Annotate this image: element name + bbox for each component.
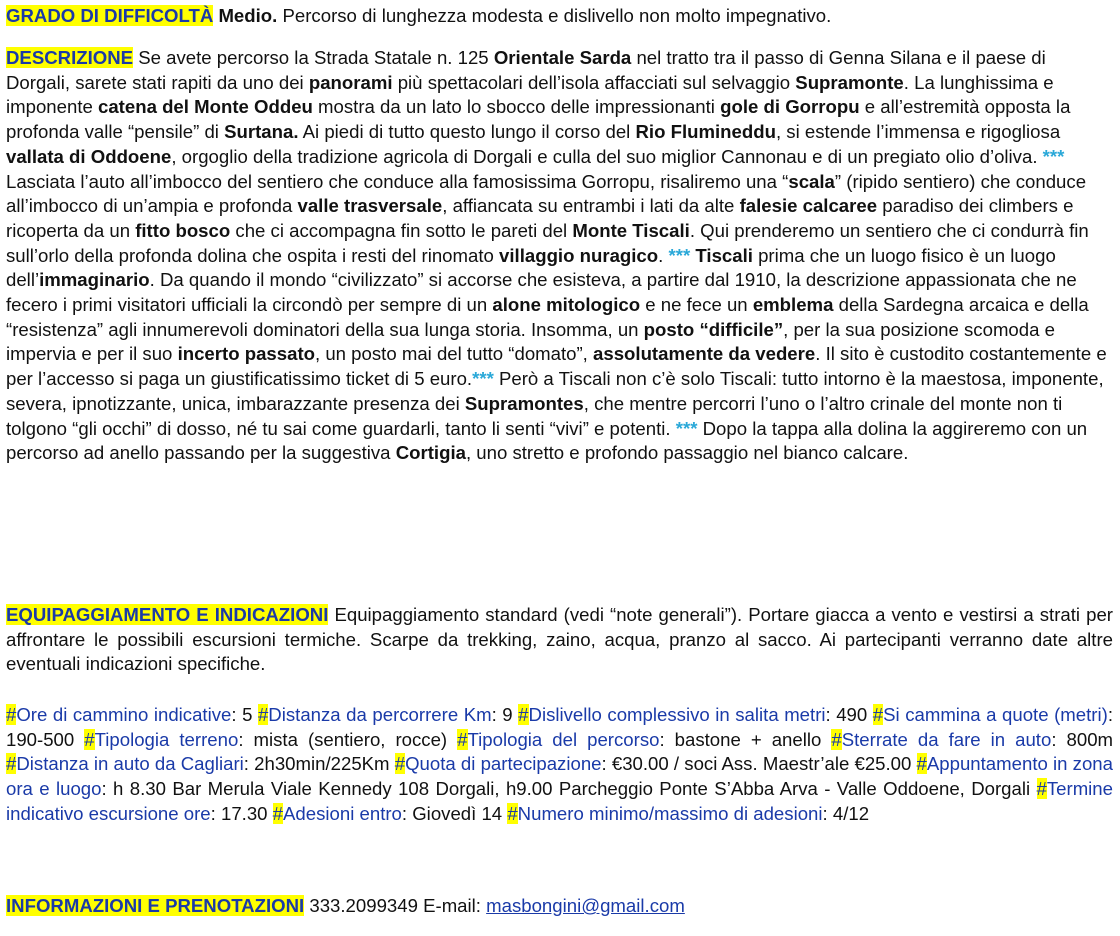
description-bold-text: gole di Gorropu bbox=[720, 96, 860, 118]
description-text-run: , un posto mai del tutto “domato”, bbox=[315, 343, 594, 365]
separator-asterisks: *** bbox=[668, 244, 691, 266]
equipment-heading: EQUIPAGGIAMENTO E INDICAZIONI bbox=[6, 604, 329, 625]
equipment-text: Equipaggiamento standard (vedi “note generali”). Portare giacca a vento e vestirsi a strati per affrontare le possibili escursioni termiche. Scarpe da trekking, zaino, acqua, pranzo al sacco. Ai partecipanti verranno date altre eventuali indicazioni specifiche. bbox=[6, 604, 1113, 675]
description-bold-text: catena del Monte Oddeu bbox=[98, 96, 313, 118]
info-label: Adesioni entro bbox=[283, 802, 402, 824]
description-text-run: mostra da un lato lo sbocco delle impressionanti bbox=[312, 96, 721, 118]
description-text-run: . La lunghissima e imponente bbox=[6, 71, 1054, 118]
description-bold-text: falesie calcaree bbox=[739, 195, 878, 217]
description-text-run: ” (ripido sentiero) che conduce all’imbocco di un’ampia e profonda bbox=[6, 170, 1087, 217]
description-bold-text: Tiscali bbox=[695, 244, 753, 266]
description-paragraph bbox=[6, 46, 1113, 466]
description-text-run: Però a Tiscali non c’è solo Tiscali: tutto intorno è la maestosa, imponente, severa, ipnotizzante, unica, imbarazzante presenza dei bbox=[6, 368, 1104, 414]
description-bold-text: incerto passato bbox=[177, 343, 315, 365]
trip-info-paragraph bbox=[6, 703, 1113, 827]
info-value: : mista (sentiero, rocce) bbox=[238, 728, 458, 750]
description-bold-text: panorami bbox=[308, 71, 393, 93]
description-bold-text: Cortigia bbox=[395, 442, 466, 464]
description-text-run: che ci accompagna fin sotto le pareti del bbox=[230, 219, 573, 241]
info-value: : 5 bbox=[231, 704, 258, 725]
description-bold-text: Supramonte bbox=[795, 71, 904, 93]
hash-marker: # bbox=[394, 753, 406, 775]
email-link[interactable]: masbongini@gmail.com bbox=[486, 895, 685, 916]
description-text-run: . bbox=[658, 244, 669, 266]
description-bold-text: Supramontes bbox=[464, 392, 584, 414]
description-text-run: . Da quando il mondo “civilizzato” si accorse che esisteva, a partire dal 1910, la descrizione appassionata che ne fecero i primi visitatori ufficiali la circondò per sempre di un bbox=[6, 269, 1077, 316]
description-text-run: , uno stretto e profondo passaggio nel bianco calcare. bbox=[465, 442, 909, 464]
contacts-paragraph bbox=[6, 894, 1113, 919]
description-bold-text: Monte Tiscali bbox=[572, 219, 690, 241]
description-text-run: , per la sua posizione scomoda e impervia e per il suo bbox=[6, 318, 1055, 365]
equipment-paragraph bbox=[6, 603, 1113, 677]
info-label: Dislivello complessivo in salita metri bbox=[528, 704, 826, 725]
info-value: : €30.00 / soci Ass. Maestr’ale €25.00 bbox=[601, 753, 917, 775]
description-text-run: , si estende l’immensa e rigogliosa bbox=[775, 121, 1061, 143]
hash-marker: # bbox=[84, 728, 95, 750]
contacts-phone: 333.2099349 E-mail: bbox=[304, 895, 487, 916]
description-bold-text: valle trasversale bbox=[297, 195, 443, 217]
difficulty-paragraph bbox=[6, 4, 1113, 29]
info-value: : 800m bbox=[1051, 728, 1114, 750]
info-value: : bastone + anello bbox=[659, 728, 832, 750]
description-text-run: Ai piedi di tutto questo lungo il corso del bbox=[298, 121, 636, 143]
description-bold-text: assolutamente da vedere bbox=[593, 343, 816, 365]
info-label: Distanza da percorrere Km bbox=[268, 704, 492, 725]
info-value: : 4/12 bbox=[822, 802, 870, 824]
hash-marker: # bbox=[507, 802, 518, 824]
info-label: Ore di cammino indicative bbox=[16, 704, 232, 725]
description-bold-text: posto “difficile” bbox=[643, 318, 784, 340]
description-text-run: . Il sito è custodito costantemente e per l’accesso si paga un giustificatissimo ticket di 5 euro. bbox=[6, 343, 1107, 390]
info-value: : Giovedì 14 bbox=[401, 802, 508, 824]
info-value: : h 8.30 Bar Merula Viale Kennedy 108 Dorgali, h9.00 Parcheggio Ponte S’Abba Arva - Valle Oddoene, Dorgali bbox=[101, 778, 1037, 800]
info-value: : 9 bbox=[491, 704, 519, 725]
info-label: Appuntamento in zona ora e luogo bbox=[6, 753, 1113, 800]
info-value: : 2h30min/225Km bbox=[243, 753, 395, 775]
difficulty-text: Percorso di lunghezza modesta e dislivello non molto impegnativo. bbox=[277, 5, 832, 26]
description-text-run: , che mentre percorri l’uno o l’altro crinale del monte non ti tolgono “gli occhi” di dosso, né tu sai come guardarli, tanto li senti “vivi” e potenti. bbox=[6, 392, 1063, 439]
description-bold-text: Surtana. bbox=[224, 121, 299, 143]
separator-asterisks: *** bbox=[472, 368, 494, 390]
description-text-run: , orgoglio della tradizione agricola di Dorgali e culla del suo miglior Cannonau e di un pregiato olio d’oliva. bbox=[171, 145, 1043, 167]
description-bold-text: alone mitologico bbox=[492, 294, 641, 316]
info-label: Tipologia del percorso bbox=[467, 728, 660, 750]
info-label: Numero minimo/massimo di adesioni bbox=[517, 802, 823, 824]
description-text-run: , affiancata su entrambi i lati da alte bbox=[442, 195, 740, 217]
hash-marker: # bbox=[518, 704, 529, 725]
description-text-run: nel tratto tra il passo di Genna Silana e il paese di Dorgali, sarete stati rapiti da uno dei bbox=[6, 47, 1046, 93]
hash-marker: # bbox=[257, 704, 269, 725]
info-label: Termine indicativo escursione ore bbox=[6, 778, 1113, 824]
hash-marker: # bbox=[1036, 778, 1047, 800]
description-bold-text: villaggio nuragico bbox=[499, 244, 659, 266]
info-value: : 490 bbox=[825, 704, 873, 725]
description-bold-text: emblema bbox=[752, 294, 834, 316]
description-text-run: e all’estremità opposta la profonda valle “pensile” di bbox=[6, 96, 1071, 143]
description-text-run: Lasciata l’auto all’imbocco del sentiero che conduce alla famosissima Gorropu, risaliremo una “ bbox=[6, 170, 789, 192]
description-bold-text: vallata di Oddoene bbox=[6, 145, 172, 167]
info-value: : 190-500 bbox=[6, 704, 1113, 750]
description-bold-text: Orientale Sarda bbox=[493, 47, 632, 68]
contacts-heading: INFORMAZIONI E PRENOTAZIONI bbox=[6, 895, 305, 916]
description-text-run: più spettacolari dell’isola affacciati sul selvaggio bbox=[392, 71, 796, 93]
description-bold-text: fitto bosco bbox=[135, 219, 231, 241]
separator-asterisks: *** bbox=[675, 417, 698, 439]
info-label: Distanza in auto da Cagliari bbox=[16, 753, 244, 775]
description-text-run: Dopo la tappa alla dolina la aggireremo con un percorso ad anello passando per la suggestiva bbox=[6, 417, 1088, 464]
info-label: Tipologia terreno bbox=[94, 728, 239, 750]
info-value: : 17.30 bbox=[210, 802, 273, 824]
description-bold-text: Rio Flumineddu bbox=[635, 121, 776, 143]
description-bold-text: scala bbox=[788, 170, 835, 192]
info-label: Sterrate da fare in auto bbox=[841, 728, 1052, 750]
description-bold-text: immaginario bbox=[39, 269, 150, 291]
difficulty-heading: GRADO DI DIFFICOLTÀ bbox=[6, 5, 214, 26]
description-text-run: . Qui prenderemo un sentiero che ci condurrà fin sull’orlo della profonda dolina che ospita i resti del rinomato bbox=[6, 219, 1089, 266]
description-text bbox=[6, 47, 1107, 463]
hash-marker: # bbox=[916, 753, 927, 775]
hash-marker: # bbox=[272, 802, 284, 824]
description-heading: DESCRIZIONE bbox=[6, 47, 134, 68]
description-text-run: paradiso dei climbers e ricoperta da un bbox=[6, 195, 1074, 241]
description-text-run: e ne fece un bbox=[640, 294, 753, 316]
hash-marker: # bbox=[6, 753, 17, 775]
difficulty-level: Medio. bbox=[218, 5, 278, 26]
hash-marker: # bbox=[457, 728, 468, 750]
separator-asterisks: *** bbox=[1042, 145, 1065, 167]
info-label: Quota di partecipazione bbox=[405, 753, 602, 775]
description-text-run: Se avete percorso la Strada Statale n. 125 bbox=[133, 47, 494, 68]
info-label: Si cammina a quote (metri) bbox=[883, 704, 1108, 725]
description-text-run: della Sardegna arcaica e della “resistenza” agli innumerevoli dominatori della sua lunga storia. Insomma, un bbox=[6, 294, 1089, 340]
hash-marker: # bbox=[872, 704, 884, 725]
hash-marker: # bbox=[831, 728, 842, 750]
description-text-run: prima che un luogo fisico è un luogo dell’ bbox=[6, 244, 1056, 291]
hash-marker: # bbox=[6, 704, 17, 725]
